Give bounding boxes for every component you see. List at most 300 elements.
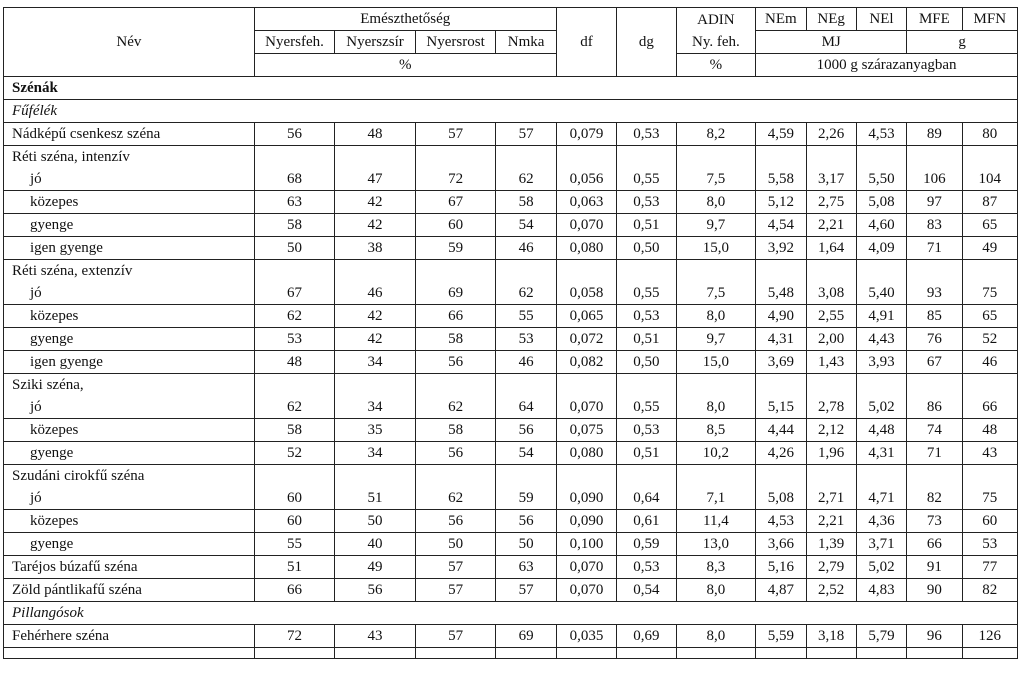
cell-value: 4,44 bbox=[756, 419, 806, 442]
cell-value: 1,43 bbox=[806, 351, 856, 374]
row-name bbox=[4, 237, 255, 260]
cell-value: 4,43 bbox=[856, 328, 906, 351]
cell-value: 50 bbox=[415, 533, 496, 556]
cell-value: 43 bbox=[962, 442, 1017, 465]
cell-value: 93 bbox=[907, 260, 962, 305]
cell-value: 4,60 bbox=[856, 214, 906, 237]
cell-value: 4,26 bbox=[756, 442, 806, 465]
cell-value: 4,71 bbox=[856, 465, 906, 510]
cell-value: 0,082 bbox=[556, 351, 616, 374]
empty-cell bbox=[556, 648, 616, 659]
cell-value: 62 bbox=[254, 374, 335, 419]
cell-value: 72 bbox=[415, 146, 496, 191]
row-label: gyenge bbox=[30, 536, 74, 552]
cell-value: 55 bbox=[254, 533, 335, 556]
row-label: közepes bbox=[30, 194, 79, 210]
header-nev: Név bbox=[4, 8, 255, 77]
cell-value: 63 bbox=[496, 556, 556, 579]
cell-value: 73 bbox=[907, 510, 962, 533]
cell-value: 4,53 bbox=[756, 510, 806, 533]
cell-value: 0,53 bbox=[617, 305, 676, 328]
cell-value: 48 bbox=[335, 123, 416, 146]
header-mj: MJ bbox=[756, 31, 907, 54]
cell-value: 104 bbox=[962, 146, 1017, 191]
cell-value: 60 bbox=[415, 214, 496, 237]
cell-value: 13,0 bbox=[676, 533, 756, 556]
empty-cell bbox=[962, 648, 1017, 659]
cell-value: 75 bbox=[962, 260, 1017, 305]
cell-value: 7,5 bbox=[676, 146, 756, 191]
header-adin-line1: ADIN bbox=[697, 11, 735, 28]
cell-value: 64 bbox=[496, 374, 556, 419]
table-row bbox=[4, 328, 1018, 351]
table-row-empty bbox=[4, 648, 1018, 659]
cell-value: 1,64 bbox=[806, 237, 856, 260]
cell-value: 0,51 bbox=[617, 442, 676, 465]
table-row bbox=[4, 214, 1018, 237]
cell-value: 2,26 bbox=[806, 123, 856, 146]
cell-value: 8,0 bbox=[676, 374, 756, 419]
table-row bbox=[4, 419, 1018, 442]
cell-value: 8,0 bbox=[676, 625, 756, 648]
cell-value: 4,87 bbox=[756, 579, 806, 602]
header-mfe: MFE bbox=[907, 8, 962, 31]
empty-cell bbox=[254, 648, 335, 659]
cell-value: 8,3 bbox=[676, 556, 756, 579]
cell-value: 56 bbox=[415, 510, 496, 533]
cell-value: 11,4 bbox=[676, 510, 756, 533]
row-label: közepes bbox=[30, 422, 79, 438]
cell-value: 67 bbox=[415, 191, 496, 214]
header-nyerszsir: Nyerszsír bbox=[335, 31, 416, 54]
cell-value: 3,18 bbox=[806, 625, 856, 648]
cell-value: 3,08 bbox=[806, 260, 856, 305]
cell-value: 46 bbox=[496, 237, 556, 260]
cell-value: 56 bbox=[335, 579, 416, 602]
row-group-label: Réti széna, intenzív bbox=[12, 149, 130, 165]
row-name bbox=[4, 351, 255, 374]
table-row bbox=[4, 237, 1018, 260]
cell-value: 5,40 bbox=[856, 260, 906, 305]
cell-value: 80 bbox=[962, 123, 1017, 146]
cell-value: 8,0 bbox=[676, 305, 756, 328]
row-label: közepes bbox=[30, 308, 79, 324]
row-name bbox=[4, 123, 255, 146]
cell-value: 0,55 bbox=[617, 374, 676, 419]
cell-value: 5,02 bbox=[856, 556, 906, 579]
row-name bbox=[4, 442, 255, 465]
table-row bbox=[4, 533, 1018, 556]
cell-value: 56 bbox=[496, 510, 556, 533]
empty-cell bbox=[617, 648, 676, 659]
cell-value: 35 bbox=[335, 419, 416, 442]
cell-value: 0,53 bbox=[617, 123, 676, 146]
cell-value: 106 bbox=[907, 146, 962, 191]
table-row bbox=[4, 260, 1018, 305]
table-row bbox=[4, 374, 1018, 419]
cell-value: 8,5 bbox=[676, 419, 756, 442]
cell-value: 56 bbox=[415, 351, 496, 374]
cell-value: 50 bbox=[496, 533, 556, 556]
cell-value: 7,5 bbox=[676, 260, 756, 305]
cell-value: 0,072 bbox=[556, 328, 616, 351]
cell-value: 0,53 bbox=[617, 419, 676, 442]
cell-value: 5,59 bbox=[756, 625, 806, 648]
cell-value: 8,0 bbox=[676, 191, 756, 214]
cell-value: 4,83 bbox=[856, 579, 906, 602]
row-name bbox=[4, 625, 255, 648]
cell-value: 74 bbox=[907, 419, 962, 442]
cell-value: 62 bbox=[254, 305, 335, 328]
row-label: Nádképű csenkesz széna bbox=[12, 126, 161, 142]
cell-value: 0,54 bbox=[617, 579, 676, 602]
cell-value: 0,51 bbox=[617, 214, 676, 237]
cell-value: 1,39 bbox=[806, 533, 856, 556]
row-label: Taréjos búzafű széna bbox=[12, 559, 138, 575]
row-label: Fehérhere széna bbox=[12, 628, 110, 644]
cell-value: 62 bbox=[496, 146, 556, 191]
cell-value: 3,69 bbox=[756, 351, 806, 374]
cell-value: 0,080 bbox=[556, 442, 616, 465]
cell-value: 85 bbox=[907, 305, 962, 328]
empty-cell bbox=[415, 648, 496, 659]
header-dg: dg bbox=[617, 8, 676, 77]
header-adin-line2: Ny. feh. bbox=[692, 33, 740, 50]
cell-value: 0,53 bbox=[617, 191, 676, 214]
cell-value: 87 bbox=[962, 191, 1017, 214]
cell-value: 0,69 bbox=[617, 625, 676, 648]
header-emeszthetoseg: Emészthetőség bbox=[254, 8, 556, 31]
cell-value: 46 bbox=[962, 351, 1017, 374]
cell-value: 42 bbox=[335, 214, 416, 237]
cell-value: 0,61 bbox=[617, 510, 676, 533]
cell-value: 57 bbox=[415, 579, 496, 602]
row-name bbox=[4, 579, 255, 602]
row-name bbox=[4, 191, 255, 214]
header-nem: NEm bbox=[756, 8, 806, 31]
row-label: igen gyenge bbox=[30, 240, 103, 256]
row-name bbox=[4, 533, 255, 556]
cell-value: 2,52 bbox=[806, 579, 856, 602]
row-name bbox=[4, 419, 255, 442]
cell-value: 71 bbox=[907, 442, 962, 465]
cell-value: 58 bbox=[415, 419, 496, 442]
cell-value: 2,21 bbox=[806, 214, 856, 237]
header-nyersfeh: Nyersfeh. bbox=[254, 31, 335, 54]
cell-value: 40 bbox=[335, 533, 416, 556]
row-name bbox=[4, 510, 255, 533]
empty-cell bbox=[806, 648, 856, 659]
header-adin bbox=[676, 8, 756, 54]
cell-value: 91 bbox=[907, 556, 962, 579]
empty-cell bbox=[856, 648, 906, 659]
cell-value: 56 bbox=[415, 442, 496, 465]
cell-value: 2,55 bbox=[806, 305, 856, 328]
row-label: közepes bbox=[30, 513, 79, 529]
cell-value: 67 bbox=[907, 351, 962, 374]
cell-value: 68 bbox=[254, 146, 335, 191]
cell-value: 69 bbox=[415, 260, 496, 305]
table-row bbox=[4, 351, 1018, 374]
cell-value: 4,48 bbox=[856, 419, 906, 442]
cell-value: 58 bbox=[496, 191, 556, 214]
cell-value: 34 bbox=[335, 442, 416, 465]
cell-value: 5,12 bbox=[756, 191, 806, 214]
feed-value-table bbox=[3, 7, 1018, 659]
cell-value: 75 bbox=[962, 465, 1017, 510]
cell-value: 66 bbox=[254, 579, 335, 602]
cell-value: 54 bbox=[496, 214, 556, 237]
cell-value: 3,17 bbox=[806, 146, 856, 191]
cell-value: 5,15 bbox=[756, 374, 806, 419]
cell-value: 48 bbox=[962, 419, 1017, 442]
cell-value: 86 bbox=[907, 374, 962, 419]
row-group-label: Sziki széna, bbox=[12, 377, 84, 393]
row-label: gyenge bbox=[30, 445, 74, 461]
cell-value: 46 bbox=[496, 351, 556, 374]
cell-value: 60 bbox=[254, 510, 335, 533]
cell-value: 90 bbox=[907, 579, 962, 602]
cell-value: 60 bbox=[254, 465, 335, 510]
cell-value: 49 bbox=[335, 556, 416, 579]
table-row bbox=[4, 465, 1018, 510]
cell-value: 3,71 bbox=[856, 533, 906, 556]
table-row bbox=[4, 123, 1018, 146]
cell-value: 89 bbox=[907, 123, 962, 146]
cell-value: 5,79 bbox=[856, 625, 906, 648]
cell-value: 5,50 bbox=[856, 146, 906, 191]
row-sub-label: jó bbox=[30, 490, 42, 506]
header-nmka: Nmka bbox=[496, 31, 556, 54]
cell-value: 59 bbox=[496, 465, 556, 510]
cell-value: 96 bbox=[907, 625, 962, 648]
cell-value: 15,0 bbox=[676, 237, 756, 260]
cell-value: 5,16 bbox=[756, 556, 806, 579]
cell-value: 0,50 bbox=[617, 351, 676, 374]
cell-value: 60 bbox=[962, 510, 1017, 533]
cell-value: 0,070 bbox=[556, 214, 616, 237]
table-row bbox=[4, 442, 1018, 465]
cell-value: 0,065 bbox=[556, 305, 616, 328]
empty-cell bbox=[496, 648, 556, 659]
cell-value: 82 bbox=[962, 579, 1017, 602]
cell-value: 1,96 bbox=[806, 442, 856, 465]
cell-value: 4,53 bbox=[856, 123, 906, 146]
cell-value: 5,02 bbox=[856, 374, 906, 419]
cell-value: 34 bbox=[335, 351, 416, 374]
cell-value: 42 bbox=[335, 305, 416, 328]
row-sub-label: jó bbox=[30, 171, 42, 187]
row-group-label: Szudáni cirokfű széna bbox=[12, 468, 145, 484]
row-label: gyenge bbox=[30, 217, 74, 233]
cell-value: 57 bbox=[496, 579, 556, 602]
cell-value: 49 bbox=[962, 237, 1017, 260]
cell-value: 8,0 bbox=[676, 579, 756, 602]
cell-value: 50 bbox=[335, 510, 416, 533]
cell-value: 0,035 bbox=[556, 625, 616, 648]
cell-value: 10,2 bbox=[676, 442, 756, 465]
cell-value: 58 bbox=[254, 214, 335, 237]
cell-value: 4,54 bbox=[756, 214, 806, 237]
header-adin-unit: % bbox=[676, 54, 756, 77]
cell-value: 3,92 bbox=[756, 237, 806, 260]
cell-value: 53 bbox=[254, 328, 335, 351]
cell-value: 65 bbox=[962, 214, 1017, 237]
header-nel: NEl bbox=[856, 8, 906, 31]
cell-value: 48 bbox=[254, 351, 335, 374]
row-name bbox=[4, 328, 255, 351]
table-row bbox=[4, 146, 1018, 191]
table-row bbox=[4, 510, 1018, 533]
cell-value: 2,71 bbox=[806, 465, 856, 510]
empty-cell bbox=[335, 648, 416, 659]
section-szenak: Szénák bbox=[4, 77, 1018, 100]
cell-value: 15,0 bbox=[676, 351, 756, 374]
row-name bbox=[4, 556, 255, 579]
table-row bbox=[4, 191, 1018, 214]
cell-value: 59 bbox=[415, 237, 496, 260]
cell-value: 4,36 bbox=[856, 510, 906, 533]
row-name bbox=[4, 214, 255, 237]
cell-value: 5,08 bbox=[856, 191, 906, 214]
cell-value: 53 bbox=[496, 328, 556, 351]
cell-value: 3,93 bbox=[856, 351, 906, 374]
cell-value: 76 bbox=[907, 328, 962, 351]
cell-value: 82 bbox=[907, 465, 962, 510]
cell-value: 56 bbox=[254, 123, 335, 146]
cell-value: 52 bbox=[962, 328, 1017, 351]
cell-value: 51 bbox=[335, 465, 416, 510]
cell-value: 0,55 bbox=[617, 146, 676, 191]
cell-value: 72 bbox=[254, 625, 335, 648]
cell-value: 53 bbox=[962, 533, 1017, 556]
row-name bbox=[4, 146, 255, 191]
cell-value: 97 bbox=[907, 191, 962, 214]
cell-value: 0,64 bbox=[617, 465, 676, 510]
group-fufelek: Fűfélék bbox=[4, 100, 1018, 123]
empty-cell bbox=[907, 648, 962, 659]
header-mfn: MFN bbox=[962, 8, 1017, 31]
cell-value: 83 bbox=[907, 214, 962, 237]
header-df: df bbox=[556, 8, 616, 77]
row-name bbox=[4, 374, 255, 419]
cell-value: 71 bbox=[907, 237, 962, 260]
cell-value: 57 bbox=[496, 123, 556, 146]
cell-value: 47 bbox=[335, 146, 416, 191]
cell-value: 62 bbox=[415, 374, 496, 419]
cell-value: 0,090 bbox=[556, 510, 616, 533]
cell-value: 0,079 bbox=[556, 123, 616, 146]
header-g: g bbox=[907, 31, 1018, 54]
cell-value: 57 bbox=[415, 123, 496, 146]
header-dry-matter: 1000 g szárazanyagban bbox=[756, 54, 1018, 77]
cell-value: 56 bbox=[496, 419, 556, 442]
cell-value: 0,063 bbox=[556, 191, 616, 214]
cell-value: 4,31 bbox=[856, 442, 906, 465]
table-row bbox=[4, 625, 1018, 648]
cell-value: 2,75 bbox=[806, 191, 856, 214]
cell-value: 2,21 bbox=[806, 510, 856, 533]
cell-value: 0,070 bbox=[556, 556, 616, 579]
cell-value: 7,1 bbox=[676, 465, 756, 510]
header-pct: % bbox=[254, 54, 556, 77]
table-row bbox=[4, 305, 1018, 328]
cell-value: 42 bbox=[335, 191, 416, 214]
cell-value: 4,90 bbox=[756, 305, 806, 328]
cell-value: 63 bbox=[254, 191, 335, 214]
empty-cell bbox=[4, 648, 255, 659]
row-label: igen gyenge bbox=[30, 354, 103, 370]
cell-value: 43 bbox=[335, 625, 416, 648]
cell-value: 65 bbox=[962, 305, 1017, 328]
table-row bbox=[4, 556, 1018, 579]
cell-value: 58 bbox=[254, 419, 335, 442]
cell-value: 77 bbox=[962, 556, 1017, 579]
row-name bbox=[4, 305, 255, 328]
cell-value: 9,7 bbox=[676, 328, 756, 351]
cell-value: 5,58 bbox=[756, 146, 806, 191]
cell-value: 57 bbox=[415, 556, 496, 579]
empty-cell bbox=[756, 648, 806, 659]
cell-value: 9,7 bbox=[676, 214, 756, 237]
cell-value: 66 bbox=[962, 374, 1017, 419]
cell-value: 0,075 bbox=[556, 419, 616, 442]
header-neg: NEg bbox=[806, 8, 856, 31]
cell-value: 62 bbox=[496, 260, 556, 305]
cell-value: 0,50 bbox=[617, 237, 676, 260]
cell-value: 0,51 bbox=[617, 328, 676, 351]
cell-value: 2,79 bbox=[806, 556, 856, 579]
row-name bbox=[4, 465, 255, 510]
cell-value: 5,08 bbox=[756, 465, 806, 510]
cell-value: 4,91 bbox=[856, 305, 906, 328]
group-pillangosok: Pillangósok bbox=[4, 602, 1018, 625]
cell-value: 46 bbox=[335, 260, 416, 305]
cell-value: 2,78 bbox=[806, 374, 856, 419]
cell-value: 69 bbox=[496, 625, 556, 648]
cell-value: 4,59 bbox=[756, 123, 806, 146]
cell-value: 5,48 bbox=[756, 260, 806, 305]
cell-value: 0,070 bbox=[556, 579, 616, 602]
cell-value: 0,080 bbox=[556, 237, 616, 260]
row-sub-label: jó bbox=[30, 399, 42, 415]
table-row bbox=[4, 579, 1018, 602]
cell-value: 0,058 bbox=[556, 260, 616, 305]
cell-value: 52 bbox=[254, 442, 335, 465]
cell-value: 66 bbox=[907, 533, 962, 556]
cell-value: 4,09 bbox=[856, 237, 906, 260]
cell-value: 54 bbox=[496, 442, 556, 465]
header-nyersrost: Nyersrost bbox=[415, 31, 496, 54]
cell-value: 57 bbox=[415, 625, 496, 648]
cell-value: 67 bbox=[254, 260, 335, 305]
row-label: Zöld pántlikafű széna bbox=[12, 582, 142, 598]
row-group-label: Réti széna, extenzív bbox=[12, 263, 133, 279]
row-label: gyenge bbox=[30, 331, 74, 347]
cell-value: 42 bbox=[335, 328, 416, 351]
row-sub-label: jó bbox=[30, 285, 42, 301]
cell-value: 2,00 bbox=[806, 328, 856, 351]
cell-value: 8,2 bbox=[676, 123, 756, 146]
cell-value: 2,12 bbox=[806, 419, 856, 442]
cell-value: 0,056 bbox=[556, 146, 616, 191]
cell-value: 66 bbox=[415, 305, 496, 328]
cell-value: 3,66 bbox=[756, 533, 806, 556]
cell-value: 50 bbox=[254, 237, 335, 260]
cell-value: 4,31 bbox=[756, 328, 806, 351]
cell-value: 0,090 bbox=[556, 465, 616, 510]
cell-value: 62 bbox=[415, 465, 496, 510]
